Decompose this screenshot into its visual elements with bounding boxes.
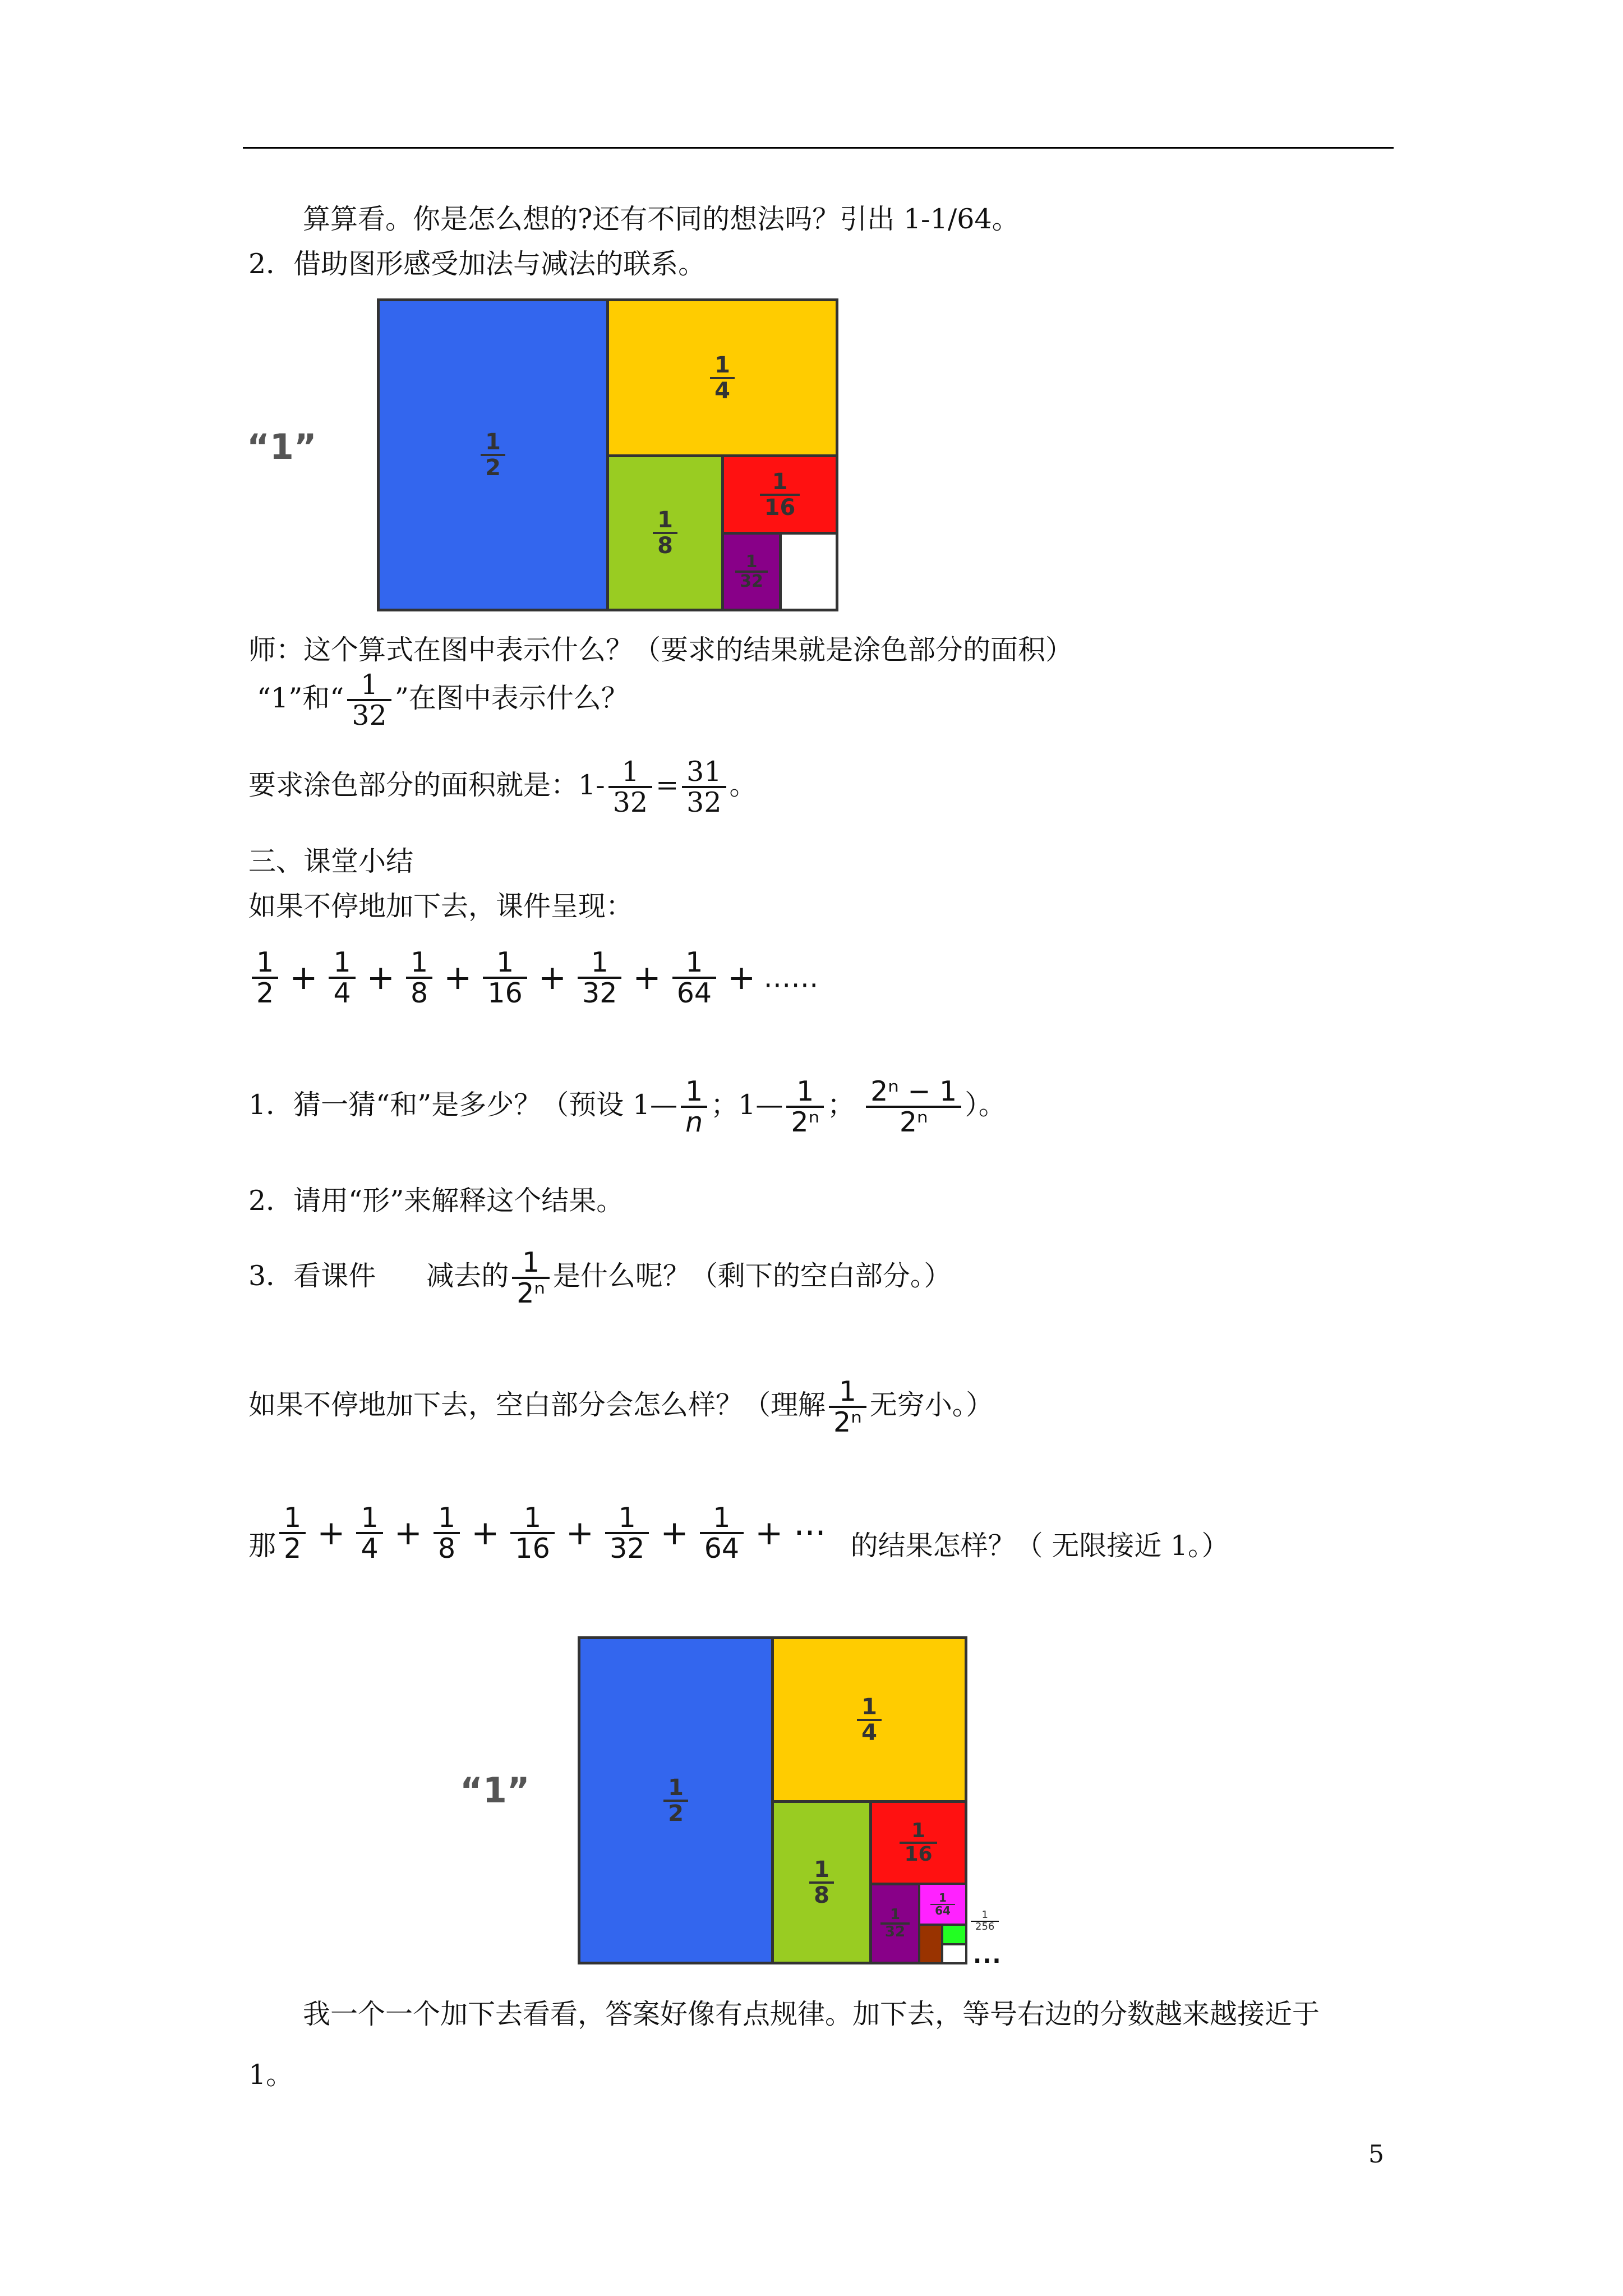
- text-line-12: 如果不停地加下去，空白部分会怎么样？（理解 $\frac{1}{\text{2ⁿ}}$ 无穷小。）: [248, 1375, 994, 1439]
- figure-ellipsis: ···: [973, 1948, 1002, 1974]
- text-line-2: 2．借助图形感受加法与减法的联系。: [248, 248, 706, 280]
- fraction-figure-2: [460, 1630, 1049, 1975]
- text-line-11: 3．看课件 减去的 $\frac{1}{\text{2ⁿ}}$ 是什么呢？（剩下的空白部分。）: [248, 1246, 952, 1310]
- cell-sixtyfourth-2: $\frac{1}{64}$: [918, 1883, 967, 1926]
- fraction-figure-1: [247, 292, 841, 614]
- page-number: 5: [1368, 2140, 1384, 2169]
- cell-half-2: $\frac{1}{2}$: [578, 1636, 774, 1964]
- cell-quarter: $\frac{1}{4}$: [606, 298, 838, 457]
- text-line-15: 1。: [248, 2059, 294, 2091]
- series-line-1: $\frac{1}{2}$ + $\frac{1}{4}$ + $\frac{1}{8}$ + $\frac{1}{16}$ + $\frac{1}{32}$ + $\frac{1}{64}$ + ……: [248, 948, 818, 1008]
- cell-thirtysecond-2: $\frac{1}{32}$: [869, 1883, 921, 1964]
- cell-128th-2: [918, 1924, 944, 1964]
- cell-remainder: [779, 532, 838, 611]
- cell-thirtysecond: $\frac{1}{32}$: [721, 532, 782, 611]
- figure-label-one: “1”: [247, 426, 317, 467]
- cell-256th-2: [941, 1924, 967, 1946]
- label-256: $\frac{1}{256}$: [971, 1910, 999, 1932]
- cell-eighth: $\frac{1}{8}$: [606, 454, 724, 611]
- text-line-10: 2．请用“形”来解释这个结果。: [248, 1185, 624, 1217]
- text-line-6: 三、课堂小结: [248, 845, 414, 877]
- cell-quarter-2: $\frac{1}{4}$: [771, 1636, 967, 1803]
- cell-sixteenth-2: $\frac{1}{16}$: [869, 1800, 967, 1885]
- cell-remainder-2: [941, 1943, 967, 1964]
- cell-half: $\frac{1}{2}$: [377, 298, 609, 611]
- header-rule: [243, 147, 1394, 149]
- text-line-7: 如果不停地加下去，课件呈现：: [248, 890, 634, 922]
- text-line-4: “1”和“ $\frac{1}{32}$ ”在图中表示什么？: [257, 669, 629, 732]
- text-line-9: 1．猜一猜“和”是多少？（预设 1— $\frac{1}{n}$ ；1— $\frac{1}{\text{2ⁿ}}$ ； $\frac{\text{2ⁿ − 1}}{\text{2ⁿ}}$ ）。: [248, 1075, 1006, 1139]
- text-line-3: 师：这个算式在图中表示什么？（要求的结果就是涂色部分的面积）: [248, 634, 1073, 666]
- cell-sixteenth: $\frac{1}{16}$: [721, 454, 838, 535]
- text-line-5: 要求涂色部分的面积就是：1- $\frac{1}{32}$ = $\frac{31}{32}$ 。: [248, 756, 757, 819]
- cell-eighth-2: $\frac{1}{8}$: [771, 1800, 872, 1964]
- fraction-1-32: $\frac{1}{32}$: [347, 670, 391, 730]
- text-line-1: 算算看。你是怎么想的?还有不同的想法吗？引出 1-1/64。: [303, 203, 1020, 235]
- series-line-2: 那 $\frac{1}{2}$ + $\frac{1}{4}$ + $\frac{1}{8}$ + $\frac{1}{16}$ + $\frac{1}{32}$ + $\frac{1}{64}$ + ··· 的结果怎样？（ 无限接近 1。）: [248, 1502, 1229, 1565]
- text-line-14: 我一个一个加下去看看，答案好像有点规律。加下去，等号右边的分数越来越接近于: [303, 1998, 1320, 2030]
- figure-label-one-2: “1”: [460, 1770, 530, 1811]
